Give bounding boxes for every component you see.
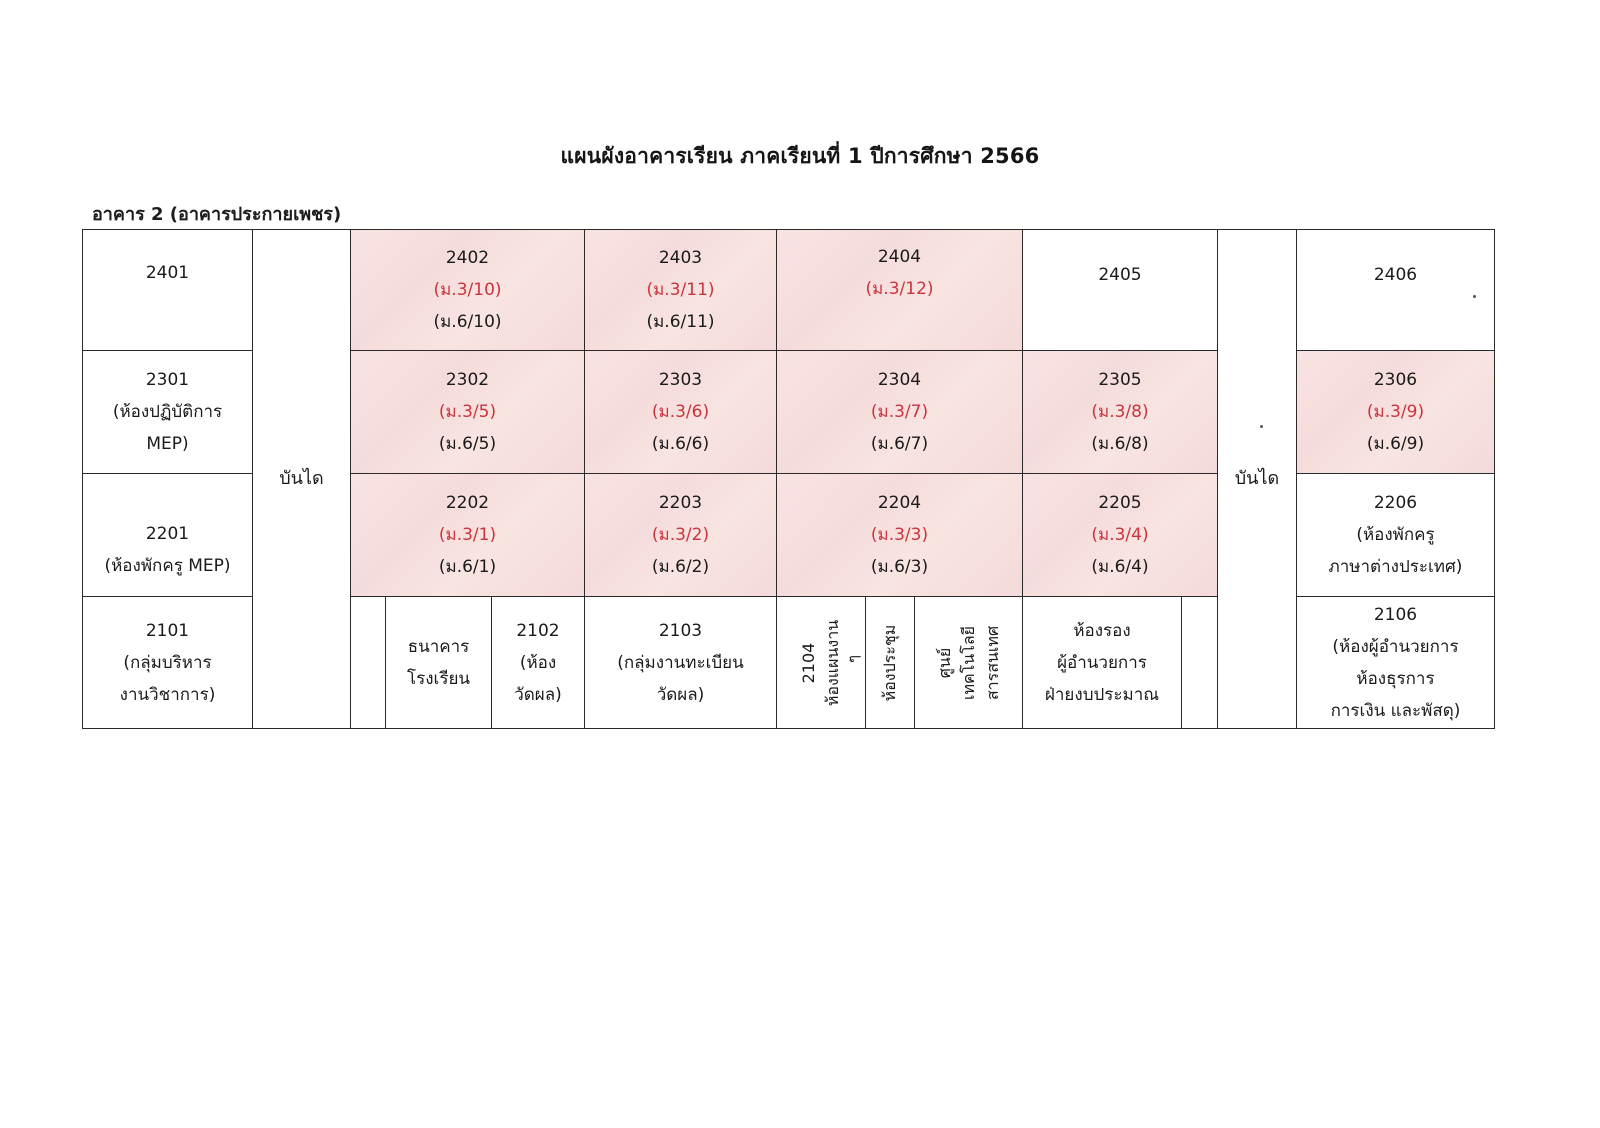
- deputy-director-budget: [1022, 596, 1182, 729]
- room-2203: [584, 473, 777, 597]
- floor-plan-table: [82, 229, 1495, 729]
- room-2304: [776, 350, 1023, 474]
- room-desc: ห้องรอง: [1073, 620, 1131, 641]
- scan-speck: [1473, 295, 1476, 298]
- room-desc: งานวิชาการ): [119, 684, 216, 705]
- room-desc: ผู้อำนวยการ: [1057, 652, 1147, 673]
- room-2204: [776, 473, 1023, 597]
- room-2401: [82, 229, 253, 351]
- class-m3: (ม.3/9): [1366, 402, 1425, 422]
- room-number: 2102: [516, 620, 560, 641]
- room-desc: (ห้องปฏิบัติการ: [112, 402, 223, 422]
- room-number: 2401: [145, 263, 190, 283]
- class-m3: (ม.3/11): [646, 280, 715, 300]
- class-m6: (ม.6/3): [870, 557, 929, 577]
- room-number: 2202: [445, 493, 490, 513]
- room-2104: [776, 596, 866, 729]
- stairs-left: [252, 229, 351, 729]
- room-2104-label: [797, 619, 845, 705]
- school-bank: [385, 596, 492, 729]
- class-m3: (ม.3/2): [651, 525, 710, 545]
- meeting-room: [865, 596, 915, 729]
- class-m6: (ม.6/6): [651, 434, 710, 454]
- class-m3: (ม.3/12): [865, 279, 934, 299]
- room-number: 2403: [658, 248, 703, 268]
- room-number: 2404: [877, 247, 922, 267]
- room-number: 2406: [1373, 265, 1418, 285]
- room-2406: [1296, 229, 1495, 351]
- class-m6: (ม.6/4): [1091, 557, 1149, 577]
- room-desc: สารสนเทศ: [982, 625, 1002, 700]
- building-label: อาคาร 2 (อาคารประกายเพชร): [92, 204, 342, 225]
- room-2101: [82, 596, 253, 729]
- room-desc: (กลุ่มงานทะเบียน: [617, 652, 744, 673]
- room-desc: วัดผล): [656, 684, 705, 705]
- room-2305: [1022, 350, 1218, 474]
- room-2201: [82, 473, 253, 597]
- class-m6: (ม.6/2): [651, 557, 710, 577]
- room-2202: [350, 473, 585, 597]
- room-desc: (ห้องผู้อำนวยการ: [1332, 636, 1459, 657]
- meeting-room-label: [878, 624, 902, 701]
- room-desc: ศูนย์: [934, 647, 954, 678]
- class-m6: (ม.6/1): [438, 557, 497, 577]
- room-desc: ฝ่ายงบประมาณ: [1044, 684, 1160, 705]
- room-desc: วัดผล): [514, 684, 562, 705]
- stairs-label: บันได: [1234, 468, 1280, 489]
- corridor-strip-left: [350, 596, 386, 729]
- scan-speck: [1260, 425, 1263, 428]
- class-m3: (ม.3/7): [870, 402, 929, 422]
- room-2205: [1022, 473, 1218, 597]
- class-m3: (ม.3/8): [1091, 402, 1149, 422]
- room-desc: ห้องแผนงาน: [823, 619, 842, 706]
- room-desc: MEP): [146, 434, 189, 454]
- class-m3: (ม.3/6): [651, 402, 710, 422]
- room-number: 2304: [877, 370, 922, 390]
- class-m6: (ม.6/7): [870, 434, 929, 454]
- room-2302: [350, 350, 585, 474]
- room-number: 2301: [145, 370, 190, 390]
- room-desc: (กลุ่มบริหาร: [123, 652, 212, 673]
- room-desc: ภาษาต่างประเทศ): [1328, 557, 1463, 577]
- class-m6: (ม.6/8): [1091, 434, 1149, 454]
- class-m6: (ม.6/11): [646, 312, 715, 332]
- room-2206: [1296, 473, 1495, 597]
- corridor-strip-right: [1181, 596, 1218, 729]
- room-number: 2101: [145, 620, 190, 641]
- class-m3: (ม.3/1): [438, 525, 497, 545]
- class-m3: (ม.3/5): [438, 402, 497, 422]
- room-number: 2103: [658, 620, 703, 641]
- page-title: แผนผังอาคารเรียน ภาคเรียนที่ 1 ปีการศึกษา 2566: [560, 144, 1040, 168]
- room-number: 2206: [1373, 493, 1418, 513]
- room-desc: การเงิน และพัสดุ): [1330, 700, 1461, 721]
- room-2404: [776, 229, 1023, 351]
- room-number: 2305: [1098, 370, 1142, 390]
- ict-center-label: [933, 625, 1005, 699]
- room-number: 2205: [1098, 493, 1142, 513]
- room-desc: ห้องประชุม: [880, 624, 899, 701]
- room-desc: ห้องธุรการ: [1356, 668, 1435, 689]
- room-2301: [82, 350, 253, 474]
- room-desc: โรงเรียน: [406, 668, 471, 689]
- stairs-right: [1217, 229, 1297, 729]
- room-2405: [1022, 229, 1218, 351]
- room-2103: [584, 596, 777, 729]
- room-desc: เทคโนโลยี: [958, 625, 978, 700]
- class-m6: (ม.6/5): [438, 434, 497, 454]
- room-number: 2303: [658, 370, 703, 390]
- stairs-label: บันได: [279, 468, 324, 489]
- class-m6: (ม.6/10): [433, 312, 502, 332]
- room-2104-mark: ๆ: [844, 654, 863, 664]
- room-number: 2201: [145, 524, 190, 544]
- class-m3: (ม.3/4): [1091, 525, 1149, 545]
- room-desc: (ห้องพักครู MEP): [104, 556, 231, 576]
- room-desc: (ห้องพักครู: [1356, 525, 1435, 545]
- room-2102: [491, 596, 585, 729]
- room-2306: [1296, 350, 1495, 474]
- room-number: 2203: [658, 493, 703, 513]
- room-2106: [1296, 596, 1495, 729]
- room-2403: [584, 229, 777, 351]
- room-number: 2302: [445, 370, 490, 390]
- ict-center: [914, 596, 1023, 729]
- class-m6: (ม.6/9): [1366, 434, 1425, 454]
- room-number: 2104: [799, 642, 818, 683]
- room-number: 2306: [1373, 370, 1418, 390]
- room-number: 2405: [1098, 265, 1142, 285]
- room-2402: [350, 229, 585, 351]
- class-m3: (ม.3/3): [870, 525, 929, 545]
- room-number: 2402: [445, 248, 490, 268]
- room-2303: [584, 350, 777, 474]
- room-number: 2204: [877, 493, 922, 513]
- room-number: 2106: [1373, 604, 1418, 625]
- room-desc: ธนาคาร: [407, 636, 470, 657]
- class-m3: (ม.3/10): [433, 280, 502, 300]
- room-desc: (ห้อง: [519, 652, 557, 673]
